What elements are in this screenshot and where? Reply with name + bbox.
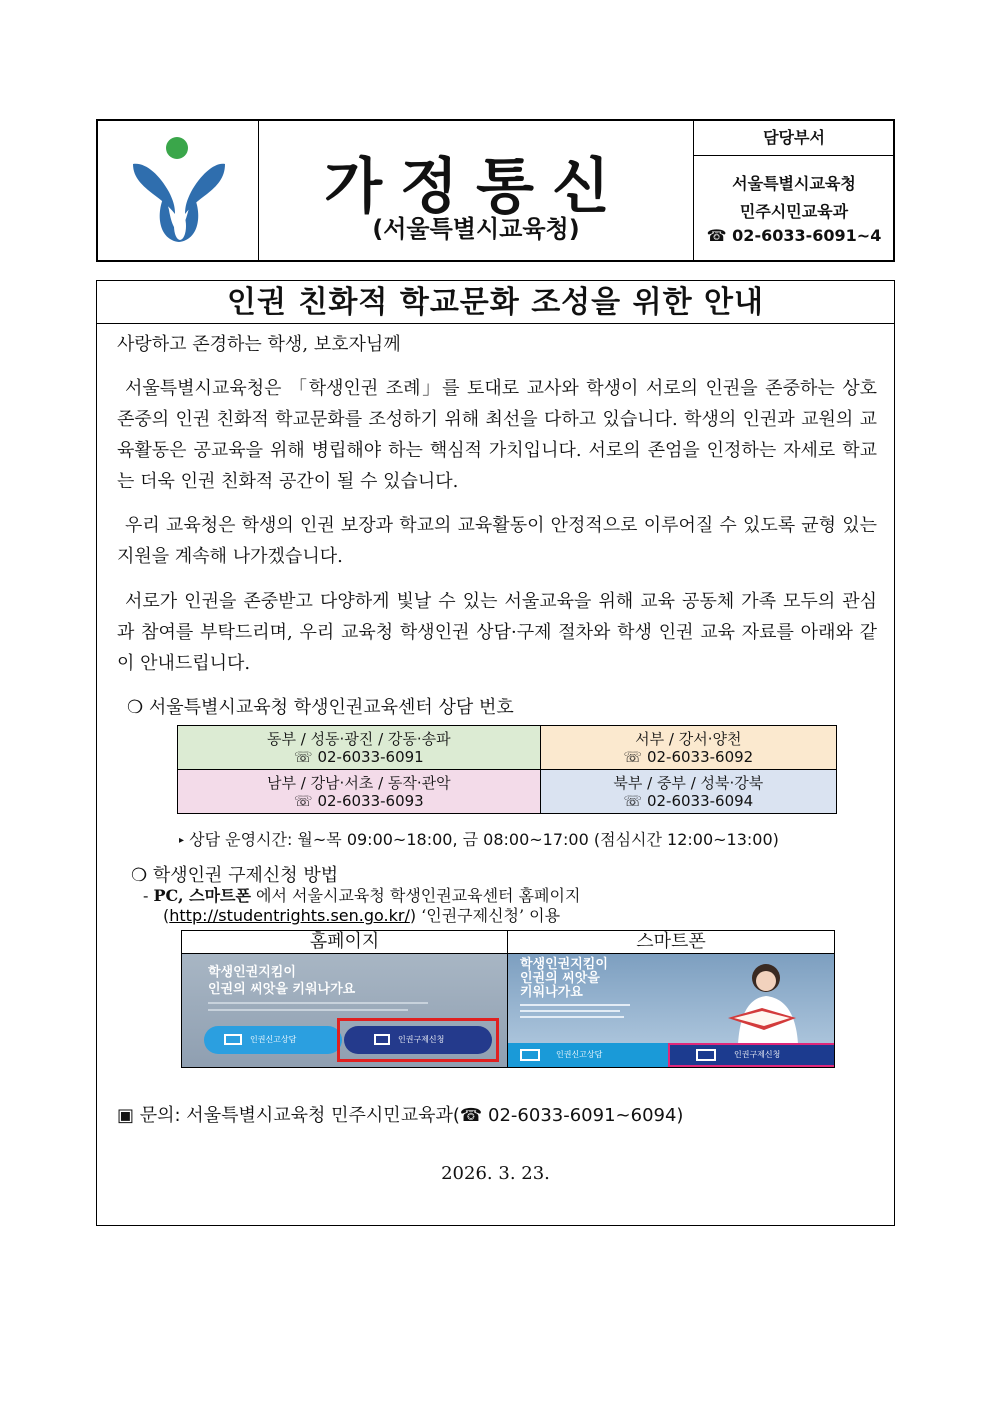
- url-line: (http://studentrights.sen.go.kr/) ‘인권구제신청’ 이용: [163, 906, 561, 925]
- main-title: 가정통신: [324, 152, 628, 222]
- inquiry-line: [117, 1101, 683, 1127]
- greeting: 사랑하고 존경하는 학생, 보호자님께: [117, 334, 401, 355]
- monitor-icon: [520, 1049, 540, 1061]
- student-reading-photo: [704, 956, 824, 1044]
- square-bullet-icon: ▣: [117, 1105, 135, 1126]
- center-cell-west: [540, 726, 836, 770]
- header-box: [96, 119, 895, 262]
- center-cell-east: [178, 726, 541, 770]
- mobile-label: 스마트폰: [508, 931, 835, 954]
- center-phone[interactable]: ☏ 02-6033-6093: [293, 791, 424, 810]
- pc-relief-button[interactable]: [344, 1026, 492, 1054]
- paragraph-2: 우리 교육청은 학생의 인권 보장과 학교의 교육활동이 안정적으로 이루어질 수 있도록 균형 있는 지원을 계속해 나가겠습니다.: [117, 515, 877, 567]
- mobile-text-line: [520, 1010, 620, 1012]
- mobile-headline-2: 인권의 씨앗을: [520, 971, 600, 986]
- pc-relief-label: 인권구제신청: [398, 1035, 445, 1044]
- paragraph-3: 서로가 인권을 존중받고 다양하게 빛날 수 있는 서울교육을 위해 교육 공동체 가족 모두의 관심과 참여를 부탁드리며, 우리 교육청 학생인권 상담·구제 절차와 학생 인권 교육 자료를 아래와 같이 안내드립니다.: [117, 591, 877, 674]
- center-phone[interactable]: ☏ 02-6033-6092: [623, 747, 754, 766]
- screenshot-table: [181, 930, 835, 1068]
- pc-headline-1: 학생인권지킴이: [208, 965, 296, 980]
- pc-consult-button[interactable]: [204, 1026, 342, 1054]
- center-region: 동부 / 성동·광진 / 강동·송파: [267, 729, 451, 748]
- circle-bullet-icon: ❍: [127, 697, 144, 718]
- title-cell: [259, 121, 693, 260]
- sub-title: (서울특별시교육청): [372, 215, 580, 243]
- dept-label: 담당부서: [694, 121, 894, 156]
- section-1-title: 서울특별시교육청 학생인권교육센터 상담 번호: [148, 697, 514, 718]
- mobile-consult-label: 인권신고상담: [556, 1050, 603, 1059]
- pc-label: 홈페이지: [182, 931, 508, 954]
- pc-screenshot-cell: [182, 954, 508, 1068]
- document-frame: [96, 280, 895, 1226]
- monitor-icon: [224, 1034, 242, 1045]
- pc-screenshot: [182, 954, 507, 1067]
- seoul-education-logo: [125, 134, 235, 249]
- document-date: 2026. 3. 23.: [441, 1163, 550, 1184]
- center-cell-south: [178, 770, 541, 814]
- dept-phone: ☎ 02-6033-6091~4: [706, 226, 882, 245]
- center-cell-north: [540, 770, 836, 814]
- method-bold: PC, 스마트폰: [153, 886, 251, 905]
- circle-bullet-icon: ❍: [131, 865, 148, 886]
- logo-cell: [98, 121, 259, 260]
- mobile-relief-label: 인권구제신청: [734, 1050, 781, 1059]
- center-table: [177, 725, 837, 814]
- document-icon: [696, 1049, 716, 1061]
- hours-line: [179, 827, 779, 850]
- mobile-consult-button[interactable]: [508, 1043, 668, 1067]
- center-region: 남부 / 강남·서초 / 동작·관악: [267, 773, 451, 792]
- method-text: 에서 서울시교육청 학생인권교육센터 홈페이지: [250, 886, 581, 905]
- document-icon: [374, 1034, 390, 1045]
- center-phone[interactable]: ☏ 02-6033-6094: [623, 791, 754, 810]
- dept-cell: [693, 121, 894, 260]
- pc-headline-2: 인권의 씨앗을 키워나가요: [208, 982, 356, 997]
- center-region: 북부 / 중부 / 성북·강북: [613, 773, 764, 792]
- url-suffix: ‘인권구제신청’ 이용: [416, 906, 561, 925]
- dept-division: 민주시민교육과: [739, 202, 849, 221]
- hours-text: 상담 운영시간: 월~목 09:00~18:00, 금 08:00~17:00 (점심시간 12:00~13:00): [189, 830, 779, 849]
- section-1-heading: [127, 693, 514, 719]
- pc-headline: [208, 964, 355, 998]
- mobile-screenshot-cell: [508, 954, 835, 1068]
- mobile-relief-button[interactable]: [668, 1043, 834, 1067]
- triangle-bullet-icon: ▸: [179, 835, 185, 846]
- mobile-headline: [520, 958, 608, 1000]
- inquiry-text: 문의: 서울특별시교육청 민주시민교육과(☎ 02-6033-6091~6094): [139, 1105, 684, 1126]
- mobile-text-line: [520, 1016, 624, 1018]
- mobile-text-line: [520, 1004, 630, 1006]
- mobile-headline-1: 학생인권지킴이: [520, 957, 608, 972]
- method-prefix: -: [143, 886, 154, 905]
- document-title: 인권 친화적 학교문화 조성을 위한 안내: [97, 281, 894, 324]
- mobile-headline-3: 키워나가요: [520, 985, 583, 1000]
- section-2-title: 학생인권 구제신청 방법: [152, 865, 339, 886]
- pc-text-line: [208, 1002, 428, 1004]
- center-phone[interactable]: ☏ 02-6033-6091: [293, 747, 424, 766]
- mobile-screenshot: [508, 954, 834, 1067]
- rights-center-link[interactable]: http://studentrights.sen.go.kr/: [169, 906, 410, 925]
- pc-text-line: [208, 1009, 408, 1011]
- center-region: 서부 / 강서·양천: [635, 729, 742, 748]
- paragraph-1: 서울특별시교육청은 「학생인권 조례」를 토대로 교사와 학생이 서로의 인권을 존중하는 상호 존중의 인권 친화적 학교문화를 조성하기 위해 최선을 다하고 있습니다. 학생의 인권과 교원의 교육활동은 공교육을 위해 병립해야 하는 핵심적 가치입니다. 서로의 존엄을 인정하는 자세로 학교는 더욱 인권 친화적 공간이 될 수 있습니다.: [117, 378, 877, 492]
- dept-org: 서울특별시교육청: [732, 174, 856, 193]
- pc-consult-label: 인권신고상담: [250, 1035, 297, 1044]
